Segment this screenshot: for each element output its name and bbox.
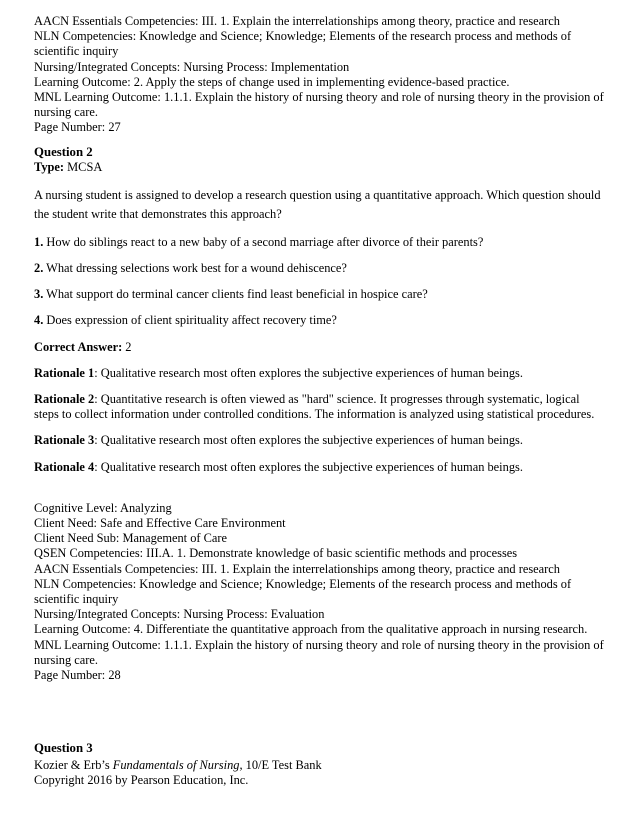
correct-answer-label: Correct Answer: xyxy=(34,339,123,354)
option-number: 4. xyxy=(34,313,44,328)
rationale-text: : Quantitative research is often viewed as "hard" science. It progresses through systematic, logical steps to collect information under controlled conditions. The information is analyzed using statistical procedures. xyxy=(34,392,595,422)
rationale-text: : Qualitative research most often explores the subjective experiences of human beings. xyxy=(94,459,523,474)
bottom-metadata xyxy=(34,501,604,683)
book-credit-prefix: Kozier & Erb’s xyxy=(34,758,113,772)
rationale-label: Rationale 2 xyxy=(34,392,95,407)
book-credit xyxy=(34,758,604,773)
meta-line: Client Need: Safe and Effective Care Environment xyxy=(34,516,286,531)
answer-option xyxy=(34,287,604,302)
correct-answer-value: 2 xyxy=(122,339,132,354)
meta-line: Page Number: 27 xyxy=(34,120,121,135)
document-page xyxy=(34,14,604,683)
meta-line: NLN Competencies: Knowledge and Science; Knowledge; Elements of the research process and methods of scientific inquiry xyxy=(34,29,572,59)
rationale xyxy=(34,433,604,448)
option-text: What dressing selections work best for a wound dehiscence? xyxy=(43,261,347,276)
copyright-notice: Copyright 2016 by Pearson Education, Inc. xyxy=(34,773,249,788)
meta-line: MNL Learning Outcome: 1.1.1. Explain the history of nursing theory and role of nursing theory in the provision of nursing care. xyxy=(34,637,604,667)
rationale-text: : Qualitative research most often explores the subjective experiences of human beings. xyxy=(94,365,523,380)
question-block xyxy=(34,144,604,475)
rationale-label: Rationale 3 xyxy=(34,433,95,448)
meta-line: Nursing/Integrated Concepts: Nursing Process: Implementation xyxy=(34,59,350,74)
meta-line: Nursing/Integrated Concepts: Nursing Process: Evaluation xyxy=(34,607,325,622)
answer-option xyxy=(34,235,604,250)
meta-line: Client Need Sub: Management of Care xyxy=(34,531,228,546)
rationale xyxy=(34,366,604,381)
meta-line: NLN Competencies: Knowledge and Science; Knowledge; Elements of the research process and methods of scientific inquiry xyxy=(34,576,572,607)
rationale-label: Rationale 1 xyxy=(34,365,95,380)
question-type xyxy=(34,160,604,175)
book-credit-suffix: 10/E Test Bank xyxy=(242,758,322,772)
page-footer xyxy=(34,740,604,788)
option-number: 2. xyxy=(34,261,44,276)
top-metadata xyxy=(34,14,604,136)
option-number: 3. xyxy=(34,287,44,302)
type-label: Type: xyxy=(34,159,65,174)
option-text: What support do terminal cancer clients find least beneficial in hospice care? xyxy=(43,287,428,302)
answer-option xyxy=(34,313,604,328)
correct-answer xyxy=(34,340,604,355)
rationale xyxy=(34,460,604,475)
meta-line: AACN Essentials Competencies: III. 1. Explain the interrelationships among theory, practice and research xyxy=(34,561,560,576)
option-text: How do siblings react to a new baby of a second marriage after divorce of their parents? xyxy=(43,234,484,249)
question-stem: A nursing student is assigned to develop a research question using a quantitative approach. Which question should the student write that demonstrates this approach? xyxy=(34,187,601,221)
answer-option xyxy=(34,261,604,276)
meta-line: QSEN Competencies: III.A. 1. Demonstrate knowledge of basic scientific methods and processes xyxy=(34,546,518,561)
meta-line: Cognitive Level: Analyzing xyxy=(34,500,172,515)
rationale-label: Rationale 4 xyxy=(34,459,95,474)
meta-line: MNL Learning Outcome: 1.1.1. Explain the history of nursing theory and role of nursing theory in the provision of nursing care. xyxy=(34,90,604,120)
next-question-title: Question 3 xyxy=(34,741,93,755)
meta-line: AACN Essentials Competencies: III. 1. Explain the interrelationships among theory, practice and research xyxy=(34,14,560,28)
book-title: Fundamentals of Nursing, xyxy=(112,758,243,772)
question-title: Question 2 xyxy=(34,144,93,159)
rationale xyxy=(34,392,604,422)
meta-line: Learning Outcome: 4. Differentiate the quantitative approach from the qualitative approach in nursing research. xyxy=(34,622,588,637)
option-number: 1. xyxy=(34,234,44,249)
type-value: MCSA xyxy=(64,159,103,174)
meta-line: Learning Outcome: 2. Apply the steps of change used in implementing evidence-based practice. xyxy=(34,74,510,89)
option-text: Does expression of client spirituality affect recovery time? xyxy=(43,313,337,328)
rationale-text: : Qualitative research most often explores the subjective experiences of human beings. xyxy=(94,433,523,448)
meta-line: Page Number: 28 xyxy=(34,668,121,683)
